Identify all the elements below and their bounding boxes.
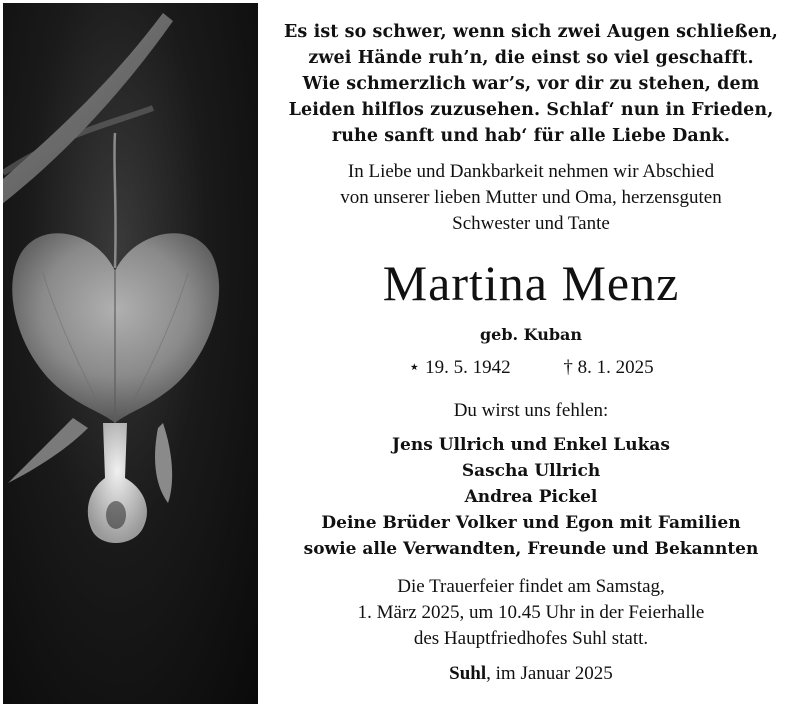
bleeding-heart-flower-image	[3, 3, 258, 704]
mourner-line: sowie alle Verwandten, Freunde und Bekannten	[303, 539, 759, 559]
miss-line: Du wirst uns fehlen:	[453, 400, 609, 421]
poem-line: ruhe sanft und hab‘ für alle Liebe Dank.	[331, 126, 731, 146]
place-date	[262, 663, 800, 685]
poem-line: zwei Hände ruh’n, die einst so viel geschafft.	[308, 48, 754, 68]
ceremony-line: Die Trauerfeier findet am Samstag,	[397, 576, 665, 597]
deceased-name: Martina Menz	[382, 255, 680, 311]
mourner-line: Jens Ullrich und Enkel Lukas	[392, 435, 670, 455]
poem-line: Leiden hilflos zuzusehen. Schlaf‘ nun in Frieden,	[288, 100, 774, 120]
mourner-line: Sascha Ullrich	[461, 461, 601, 481]
poem-line: Es ist so schwer, wenn sich zwei Augen schließen,	[283, 22, 779, 42]
mourner-line: Andrea Pickel	[464, 487, 598, 507]
poem-line: Wie schmerzlich war’s, vor dir zu stehen, dem	[302, 74, 760, 94]
place-date-text: , im Januar 2025	[486, 663, 613, 684]
intro-line: von unserer lieben Mutter und Oma, herzensguten	[340, 187, 722, 208]
birth-name: geb. Kuban	[479, 325, 583, 344]
flower-photo	[3, 3, 258, 704]
ceremony-line: des Hauptfriedhofes Suhl statt.	[413, 628, 649, 649]
place-city: Suhl	[449, 663, 487, 684]
birth-date: ⋆ 19. 5. 1942	[408, 357, 511, 378]
intro-line: In Liebe und Dankbarkeit nehmen wir Abschied	[347, 161, 715, 182]
obituary-text	[262, 0, 800, 707]
mourner-line: Deine Brüder Volker und Egon mit Familien	[321, 513, 741, 533]
life-dates	[262, 356, 800, 379]
ceremony-line: 1. März 2025, um 10.45 Uhr in der Feierhalle	[357, 602, 705, 623]
intro-line: Schwester und Tante	[452, 213, 610, 234]
death-date: † 8. 1. 2025	[563, 357, 654, 378]
